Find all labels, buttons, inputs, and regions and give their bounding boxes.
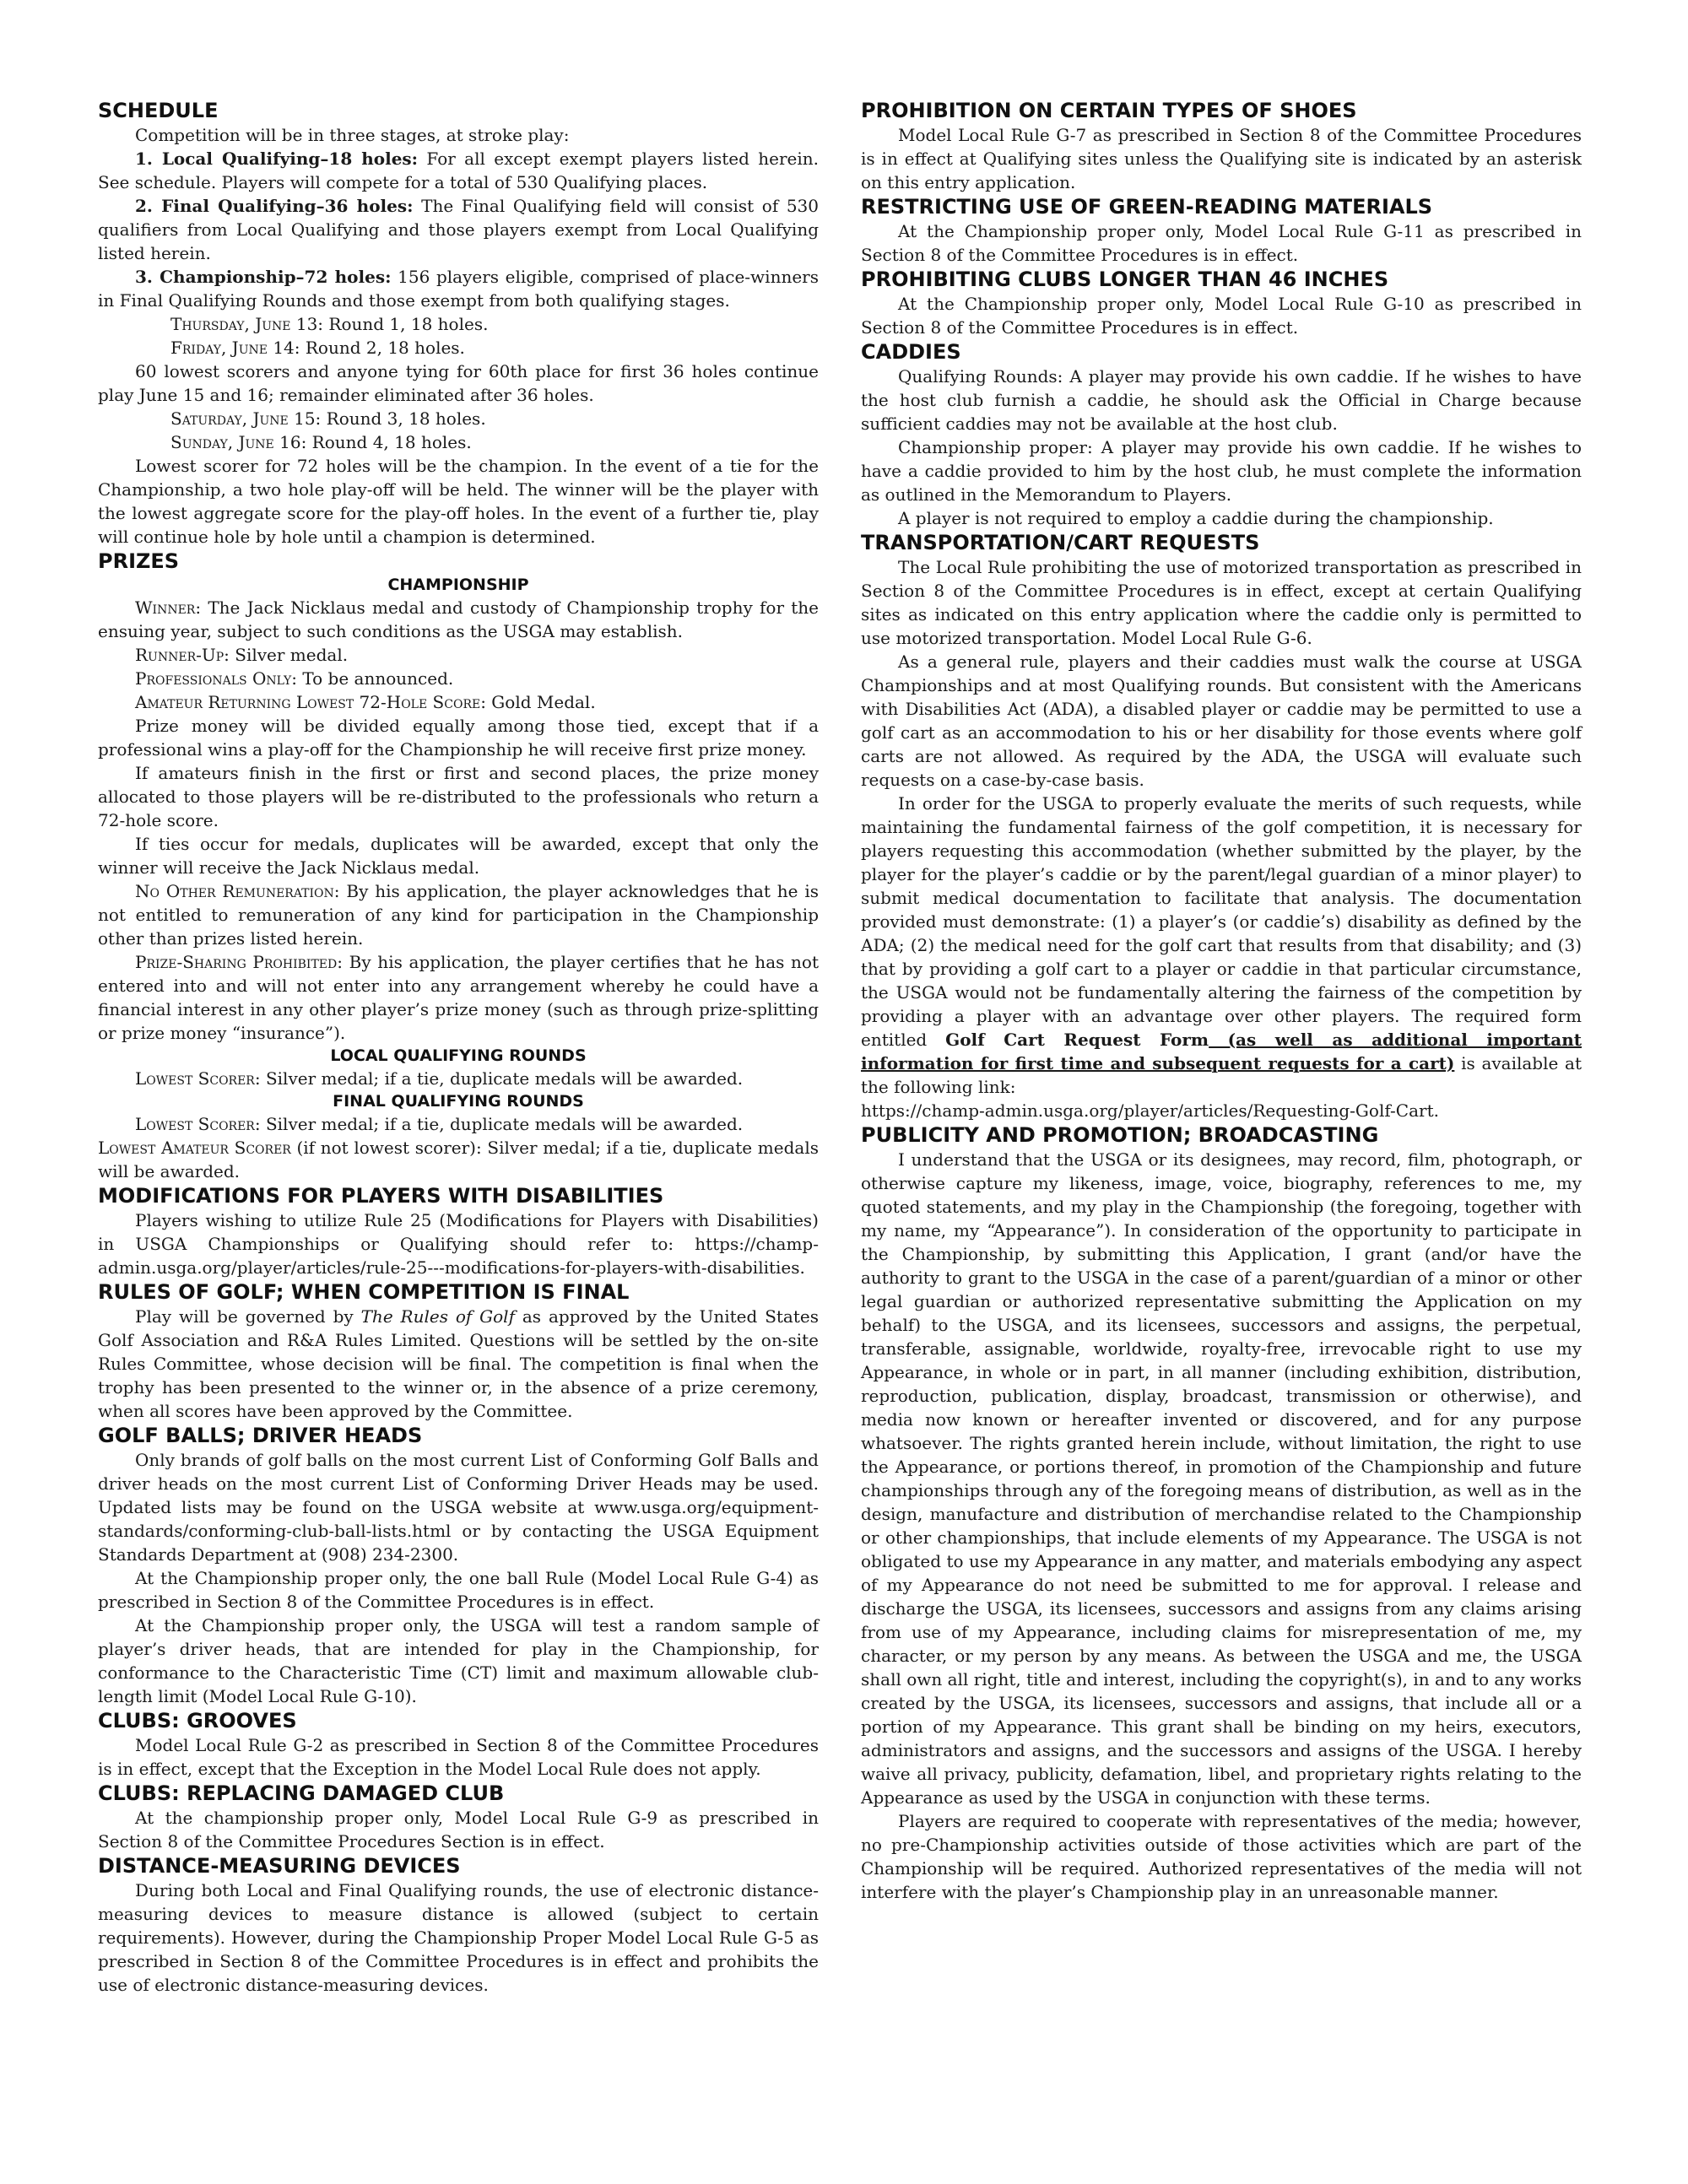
damaged-club-heading: CLUBS: REPLACING DAMAGED CLUB — [98, 1781, 505, 1805]
publicity-section — [861, 1122, 1582, 1904]
golf-cart-url[interactable]: https://champ-admin.usga.org/player/articles/Requesting-Golf-Cart. — [861, 1100, 1439, 1121]
prize-amateur-finish: If amateurs finish in the first or first and second places, the prize money allocated to those players will be re-distributed to the professionals who return a 72-hole score. — [98, 763, 819, 830]
stage-1-label: 1. Local Qualifying–18 holes: — [135, 149, 419, 169]
prize-winner — [98, 596, 819, 643]
golf-cart-form-name: Golf Cart Request Form — [945, 1030, 1209, 1050]
grooves-section — [98, 1708, 819, 1781]
schedule-stage-3 — [98, 265, 819, 312]
damaged-club-section — [98, 1781, 819, 1853]
runner-up-label: Runner-Up: — [135, 645, 230, 665]
schedule-round-4 — [98, 430, 819, 454]
long-clubs-text: At the Championship proper only, Model Local Rule G-10 as prescribed in Section 8 of the Committee Procedures is in effect. — [861, 294, 1582, 338]
grooves-text: Model Local Rule G-2 as prescribed in Section 8 of the Committee Procedures is in effect, except that the Exception in the Model Local Rule does not apply. — [98, 1735, 819, 1779]
final-amateur-label: Lowest Amateur Scorer — [98, 1138, 291, 1158]
rules-section — [98, 1279, 819, 1423]
final-lowest-scorer — [98, 1112, 819, 1136]
no-remuneration-label: No Other Remuneration: — [135, 881, 340, 901]
caddies-text-2: Championship proper: A player may provide his own caddie. If he wishes to have a caddie provided to him by the host club, he must complete the information as outlined in the Memorandum to Players. — [861, 437, 1582, 505]
disabilities-heading: MODIFICATIONS FOR PLAYERS WITH DISABILITIES — [98, 1184, 664, 1208]
long-clubs-heading: PROHIBITING CLUBS LONGER THAN 46 INCHES — [861, 268, 1389, 291]
transport-text-3 — [861, 792, 1582, 1099]
transport-section — [861, 530, 1582, 1122]
golf-balls-heading: GOLF BALLS; DRIVER HEADS — [98, 1424, 423, 1447]
stage-3-text: 156 players eligible, comprised of place-winners in Final Qualifying Rounds and those exempt from both qualifying stages. — [98, 267, 819, 311]
golf-balls-text-2: At the Championship proper only, the one ball Rule (Model Local Rule G-4) as prescribed in Section 8 of the Committee Procedures is in effect. — [98, 1568, 819, 1612]
round-1-text: Round 1, 18 holes. — [323, 314, 489, 334]
schedule-cut: 60 lowest scorers and anyone tying for 60th place for first 36 holes continue play June 15 and 16; remainder eliminated after 36 holes. — [98, 361, 819, 405]
long-clubs-section — [861, 267, 1582, 339]
shoes-text: Model Local Rule G-7 as prescribed in Section 8 of the Committee Procedures is in effect at Qualifying sites unless the Qualifying site is indicated by an asterisk on this entry application. — [861, 125, 1582, 192]
local-lowest-text: Silver medal; if a tie, duplicate medals will be awarded. — [260, 1068, 744, 1089]
runner-up-text: Silver medal. — [229, 645, 349, 665]
local-lowest-scorer — [98, 1067, 819, 1090]
stage-3-label: 3. Championship–72 holes: — [135, 267, 392, 287]
rules-text-a: Play will be governed by — [135, 1306, 361, 1327]
right-column — [861, 98, 1582, 1904]
championship-subheading: CHAMPIONSHIP — [387, 576, 529, 594]
golf-balls-section — [98, 1423, 819, 1708]
publicity-heading: PUBLICITY AND PROMOTION; BROADCASTING — [861, 1123, 1379, 1147]
rules-text-b: as approved by the United States Golf Association and R&A Rules Limited. Questions will be settled by the on-site Rules Committee, whose decision will be final. The competition is final when the trophy has been presented to the winner or, in the absence of a prize ceremony, when all scores have been approved by the Committee. — [98, 1306, 819, 1421]
schedule-stage-1 — [98, 147, 819, 194]
caddies-text-3: A player is not required to employ a caddie during the championship. — [898, 508, 1494, 528]
round-3-day: Saturday, June 15: — [170, 408, 322, 429]
transport-text-3a: In order for the USGA to properly evaluate the merits of such requests, while maintaining the fundamental fairness of the golf competition, it is necessary for players requesting this accommodation (whether submitted by the player, by the player for the player’s caddie or by the parent/legal guardian of a minor player) to submit medical documentation to facilitate that analysis. The documentation provided must demonstrate: (1) a player’s (or caddie’s) disability as defined by the ADA; (2) the medical need for the golf cart that results from that disability; and (3) that by providing a golf cart to a player or caddie in that particular circumstance, the USGA would not be fundamentally altering the fairness of the competition by providing a player with an advantage over other players. The required form entitled — [861, 793, 1582, 1050]
disabilities-text: Players wishing to utilize Rule 25 (Modifications for Players with Disabilities) in USGA Championships or Qualifying should refer to: https://champ-admin.usga.org/player/articles/rule-25---modifications-for-players-with-disabilities. — [98, 1210, 819, 1278]
disabilities-section — [98, 1183, 819, 1279]
schedule-tie: Lowest scorer for 72 holes will be the champion. In the event of a tie for the Championship, a two hole play-off will be held. The winner will be the player with the lowest aggregate score for the play-off holes. In the event of a further tie, play will continue hole by hole until a champion is determined. — [98, 456, 819, 547]
left-column — [98, 98, 819, 1997]
distance-section — [98, 1853, 819, 1997]
green-reading-text: At the Championship proper only, Model Local Rule G-11 as prescribed in Section 8 of the Committee Procedures is in effect. — [861, 221, 1582, 265]
damaged-club-text: At the championship proper only, Model Local Rule G-9 as prescribed in Section 8 of the Committee Procedures Section is in effect. — [98, 1808, 819, 1852]
amateur-label: Amateur Returning Lowest 72-Hole Score: — [135, 692, 486, 712]
prizes-section — [98, 549, 819, 1183]
shoes-section — [861, 98, 1582, 194]
final-amateur-text: (if not lowest scorer): Silver medal; if a tie, duplicate medals will be awarded. — [98, 1138, 819, 1181]
rules-of-golf-title: The Rules of Golf — [360, 1306, 515, 1327]
local-qualifying-subheading: LOCAL QUALIFYING ROUNDS — [330, 1046, 587, 1065]
round-1-day: Thursday, June 13: — [170, 314, 324, 334]
prize-amateur — [98, 690, 819, 714]
prize-money: Prize money will be divided equally among those tied, except that if a professional wins a play-off for the Championship he will receive first prize money. — [98, 716, 819, 760]
rules-heading: RULES OF GOLF; WHEN COMPETITION IS FINAL — [98, 1280, 630, 1304]
schedule-stage-2 — [98, 194, 819, 265]
no-remuneration-text: By his application, the player acknowledges that he is not entitled to remuneration of any kind for participation in the Championship other than prizes listed herein. — [98, 881, 820, 949]
publicity-text-2: Players are required to cooperate with representatives of the media; however, no pre-Championship activities outside of those activities which are part of the Championship will be required. Authorized representatives of the media will not interfere with the player’s Championship play in an unreasonable manner. — [861, 1811, 1582, 1902]
stage-1-text: For all except exempt players listed herein. See schedule. Players will compete for a total of 530 Qualifying places. — [98, 149, 819, 192]
prize-ties: If ties occur for medals, duplicates will be awarded, except that only the winner will receive the Jack Nicklaus medal. — [98, 834, 819, 878]
transport-heading: TRANSPORTATION/CART REQUESTS — [861, 531, 1260, 554]
prize-professionals — [98, 667, 819, 690]
stage-2-label: 2. Final Qualifying–36 holes: — [135, 196, 414, 216]
final-lowest-amateur — [98, 1136, 819, 1183]
final-lowest-text: Silver medal; if a tie, duplicate medals will be awarded. — [260, 1114, 744, 1134]
schedule-round-1 — [98, 312, 819, 336]
transport-text-2: As a general rule, players and their caddies must walk the course at USGA Championships and at most Qualifying rounds. But consistent with the Americans with Disabilities Act (ADA), a disabled player or caddie may be permitted to use a golf cart as an accommodation to his or her disability for those events where golf carts are not allowed. As required by the ADA, the USGA will evaluate such requests on a case-by-case basis. — [861, 651, 1582, 790]
grooves-heading: CLUBS: GROOVES — [98, 1709, 297, 1733]
round-4-text: Round 4, 18 holes. — [306, 432, 472, 452]
transport-text-3b: is available at the following link: — [861, 1053, 1582, 1097]
shoes-heading: PROHIBITION ON CERTAIN TYPES OF SHOES — [861, 99, 1357, 122]
distance-text: During both Local and Final Qualifying rounds, the use of electronic distance-measuring devices to measure distance is allowed (subject to certain requirements). However, during the Championship Proper Model Local Rule G-5 as prescribed in Section 8 of the Committee Procedures is in effect and prohibits the use of electronic distance-measuring devices. — [98, 1880, 819, 1995]
round-3-text: Round 3, 18 holes. — [321, 408, 486, 429]
winner-text: The Jack Nicklaus medal and custody of Championship trophy for the ensuing year, subject to such conditions as the USGA may establish. — [98, 597, 819, 641]
prize-sharing-label: Prize-Sharing Prohibited: — [135, 952, 343, 972]
publicity-text-1: I understand that the USGA or its designees, may record, film, photograph, or otherwise capture my likeness, image, voice, biography, references to me, my quoted statements, and my play in the Championship (the foregoing, together with my name, my “Appearance”). In consideration of the opportunity to participate in the Championship, by submitting this Application, I grant (and/or have the authority to grant to the USGA in the case of a parent/guardian of a minor or other legal guardian or authorized representative submitting the Application on my behalf) to the USGA, and its licensees, successors and assigns, the perpetual, transferable, assignable, worldwide, royalty-free, irrevocable right to use my Appearance, in whole or in part, in all manner (including exhibition, distribution, reproduction, publication, display, broadcast, transmission or otherwise), and media now known or hereafter invented or discovered, and for any purpose whatsoever. The rights granted herein include, without limitation, the right to use the Appearance, or portions thereof, in promotion of the Championship and future championships through any of the foregoing means of distribution, as well as in the design, manufacture and distribution of merchandise related to the Championship or other championships, that include elements of my Appearance. The USGA is not obligated to use my Appearance in any matter, and materials embodying any aspect of my Appearance do not need be submitted to me for approval. I release and discharge the USGA, its licensees, successors and assigns from any claims arising from use of my Appearance, including claims for misrepresentation of me, my character, or my person by any means. As between the USGA and me, the USGA shall own all right, title and interest, including the copyright(s), in and to any works created by the USGA, its licensees, successors and assigns, that include all or a portion of my Appearance. This grant shall be binding on my heirs, executors, administrators and assigns, and the successors and assigns of the USGA. I hereby waive all privacy, publicity, defamation, libel, and proprietary rights relating to the Appearance as used by the USGA in conjunction with these terms. — [861, 1149, 1582, 1808]
golf-balls-text-1: Only brands of golf balls on the most current List of Conforming Golf Balls and driver heads on the most current List of Conforming Driver Heads may be used. Updated lists may be found on the USGA website at www.usga.org/equipment-standards/conforming-club-ball-lists.html or by contacting the USGA Equipment Standards Department at (908) 234-2300. — [98, 1450, 819, 1565]
schedule-round-2 — [98, 336, 819, 359]
caddies-text-1: Qualifying Rounds: A player may provide his own caddie. If he wishes to have the host club furnish a caddie, he should ask the Official in Charge because sufficient caddies may not be available at the host club. — [861, 366, 1582, 434]
round-4-day: Sunday, June 16: — [170, 432, 307, 452]
schedule-round-3 — [98, 407, 819, 430]
schedule-section — [98, 98, 819, 549]
schedule-intro: Competition will be in three stages, at stroke play: — [135, 125, 570, 145]
prize-runner-up — [98, 643, 819, 667]
prize-no-remuneration — [98, 879, 819, 950]
green-reading-heading: RESTRICTING USE OF GREEN-READING MATERIALS — [861, 195, 1433, 219]
round-2-text: Round 2, 18 holes. — [300, 338, 465, 358]
prize-sharing — [98, 950, 819, 1045]
winner-label: Winner: — [135, 597, 202, 618]
final-lowest-label: Lowest Scorer: — [135, 1114, 261, 1134]
prizes-heading: PRIZES — [98, 549, 180, 573]
rules-text — [98, 1305, 819, 1423]
caddies-heading: CADDIES — [861, 340, 961, 364]
professionals-text: To be announced. — [297, 668, 454, 689]
professionals-label: Professionals Only: — [135, 668, 297, 689]
amateur-text: Gold Medal. — [485, 692, 596, 712]
caddies-section — [861, 339, 1582, 530]
green-reading-section — [861, 194, 1582, 267]
golf-balls-text-3: At the Championship proper only, the USGA will test a random sample of player’s driver heads, that are intended for play in the Championship, for conformance to the Characteristic Time (CT) limit and maximum allowable club-length limit (Model Local Rule G-10). — [98, 1615, 819, 1706]
round-2-day: Friday, June 14: — [170, 338, 300, 358]
local-lowest-label: Lowest Scorer: — [135, 1068, 261, 1089]
prize-sharing-text: By his application, the player certifies that he has not entered into and will not enter into any arrangement whereby he could have a financial interest in any other player’s prize money (such as through prize-splitting or prize money “insurance”). — [98, 952, 820, 1043]
stage-2-text: The Final Qualifying field will consist of 530 qualifiers from Local Qualifying and those players exempt from Local Qualifying listed herein. — [98, 196, 819, 263]
distance-heading: DISTANCE-MEASURING DEVICES — [98, 1854, 461, 1878]
golf-cart-form-link[interactable]: (as well as additional important information for first time and subsequent requests for a cart) — [861, 1030, 1582, 1073]
schedule-heading: SCHEDULE — [98, 99, 219, 122]
final-qualifying-subheading: FINAL QUALIFYING ROUNDS — [333, 1092, 584, 1111]
transport-text-1: The Local Rule prohibiting the use of motorized transportation as prescribed in Section 8 of the Committee Procedures is in effect, except at certain Qualifying sites as indicated on this entry application where the caddie only is permitted to use motorized transportation. Model Local Rule G-6. — [861, 557, 1582, 648]
